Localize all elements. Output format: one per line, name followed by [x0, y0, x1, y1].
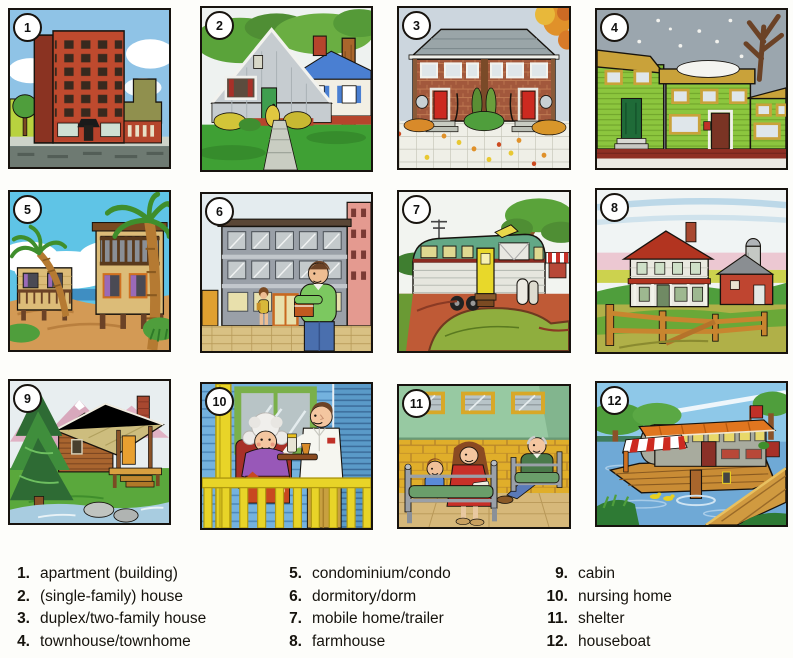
legend-item-label: (single-family) house	[40, 587, 183, 605]
legend-item-townhouse	[6, 631, 206, 654]
panel-11-number-badge	[402, 389, 431, 418]
panel-9-number-badge	[13, 384, 42, 413]
panel-7-number-badge	[402, 195, 431, 224]
legend-item-cabin	[538, 563, 672, 586]
legend-item-house	[6, 586, 206, 609]
panel-number: 1	[24, 20, 31, 35]
panel-number: 6	[216, 204, 223, 219]
legend-item-label: condominium/condo	[312, 565, 451, 583]
panel-2-house	[200, 6, 373, 172]
panel-number: 2	[216, 18, 223, 33]
legend-item-label: shelter	[578, 610, 625, 628]
legend-item-mobile-home	[278, 608, 451, 631]
panel-7-mobile-home	[397, 190, 571, 353]
panel-8-number-badge	[600, 193, 629, 222]
panel-8-farmhouse	[595, 188, 788, 354]
legend-item-duplex	[6, 608, 206, 631]
legend-item-condominium	[278, 563, 451, 586]
legend-item-label: houseboat	[578, 632, 651, 650]
panel-6-dormitory	[200, 192, 373, 353]
panel-number: 9	[24, 391, 31, 406]
legend-item-dormitory	[278, 586, 451, 609]
legend-item-number: 11.	[547, 610, 568, 628]
panel-number: 3	[413, 18, 420, 33]
legend-column-2	[278, 563, 451, 653]
legend-item-apartment	[6, 563, 206, 586]
panel-3-duplex	[397, 6, 571, 170]
panel-5-number-badge	[13, 195, 42, 224]
legend-item-number: 3.	[17, 610, 30, 628]
legend-item-label: dormitory/dorm	[312, 587, 417, 605]
legend-item-number: 12.	[546, 632, 568, 650]
panel-12-number-badge	[600, 386, 629, 415]
legend-item-label: apartment (building)	[40, 565, 178, 583]
panel-number: 11	[409, 396, 424, 411]
legend-item-nursing-home	[538, 586, 672, 609]
legend-item-number: 8.	[289, 632, 302, 650]
panel-4-number-badge	[600, 13, 629, 42]
legend-item-shelter	[538, 608, 672, 631]
panel-4-townhouse	[595, 8, 788, 170]
panel-10-nursing-home	[200, 382, 373, 530]
panel-10-number-badge	[205, 387, 234, 416]
panel-number: 4	[611, 20, 618, 35]
panel-3-number-badge	[402, 11, 431, 40]
legend-item-number: 1.	[17, 565, 30, 583]
panel-5-condominium	[8, 190, 171, 352]
legend-item-label: farmhouse	[312, 632, 386, 650]
panel-2-number-badge	[205, 11, 234, 40]
panel-6-number-badge	[205, 197, 234, 226]
porch-rail	[202, 478, 371, 488]
legend-item-number: 6.	[289, 587, 302, 605]
legend-item-label: townhouse/townhome	[40, 632, 191, 650]
legend-item-label: nursing home	[578, 587, 672, 605]
legend-item-number: 5.	[289, 565, 302, 583]
legend-item-number: 7.	[289, 610, 302, 628]
legend-item-label: mobile home/trailer	[312, 610, 444, 628]
panel-1-number-badge	[13, 13, 42, 42]
legend-item-number: 4.	[17, 632, 30, 650]
legend-item-number: 10.	[546, 587, 568, 605]
legend-item-houseboat	[538, 631, 672, 654]
panel-number: 10	[212, 394, 227, 409]
legend-item-number: 2.	[17, 587, 30, 605]
legend	[0, 563, 793, 658]
legend-item-label: duplex/two-family house	[40, 610, 207, 628]
panel-9-cabin	[8, 379, 171, 525]
neighbor-awning	[546, 252, 569, 277]
legend-item-farmhouse	[278, 631, 451, 654]
legend-column-3	[538, 563, 672, 653]
panel-1-apartment	[8, 8, 171, 169]
legend-item-number: 9.	[555, 565, 568, 583]
panel-number: 12	[607, 393, 622, 408]
panel-number: 8	[611, 200, 618, 215]
legend-item-label: cabin	[578, 565, 616, 583]
panel-number: 5	[24, 202, 31, 217]
legend-column-1	[6, 563, 206, 653]
panel-number: 7	[413, 202, 420, 217]
panel-11-shelter	[397, 384, 571, 529]
panel-12-houseboat	[595, 381, 788, 527]
